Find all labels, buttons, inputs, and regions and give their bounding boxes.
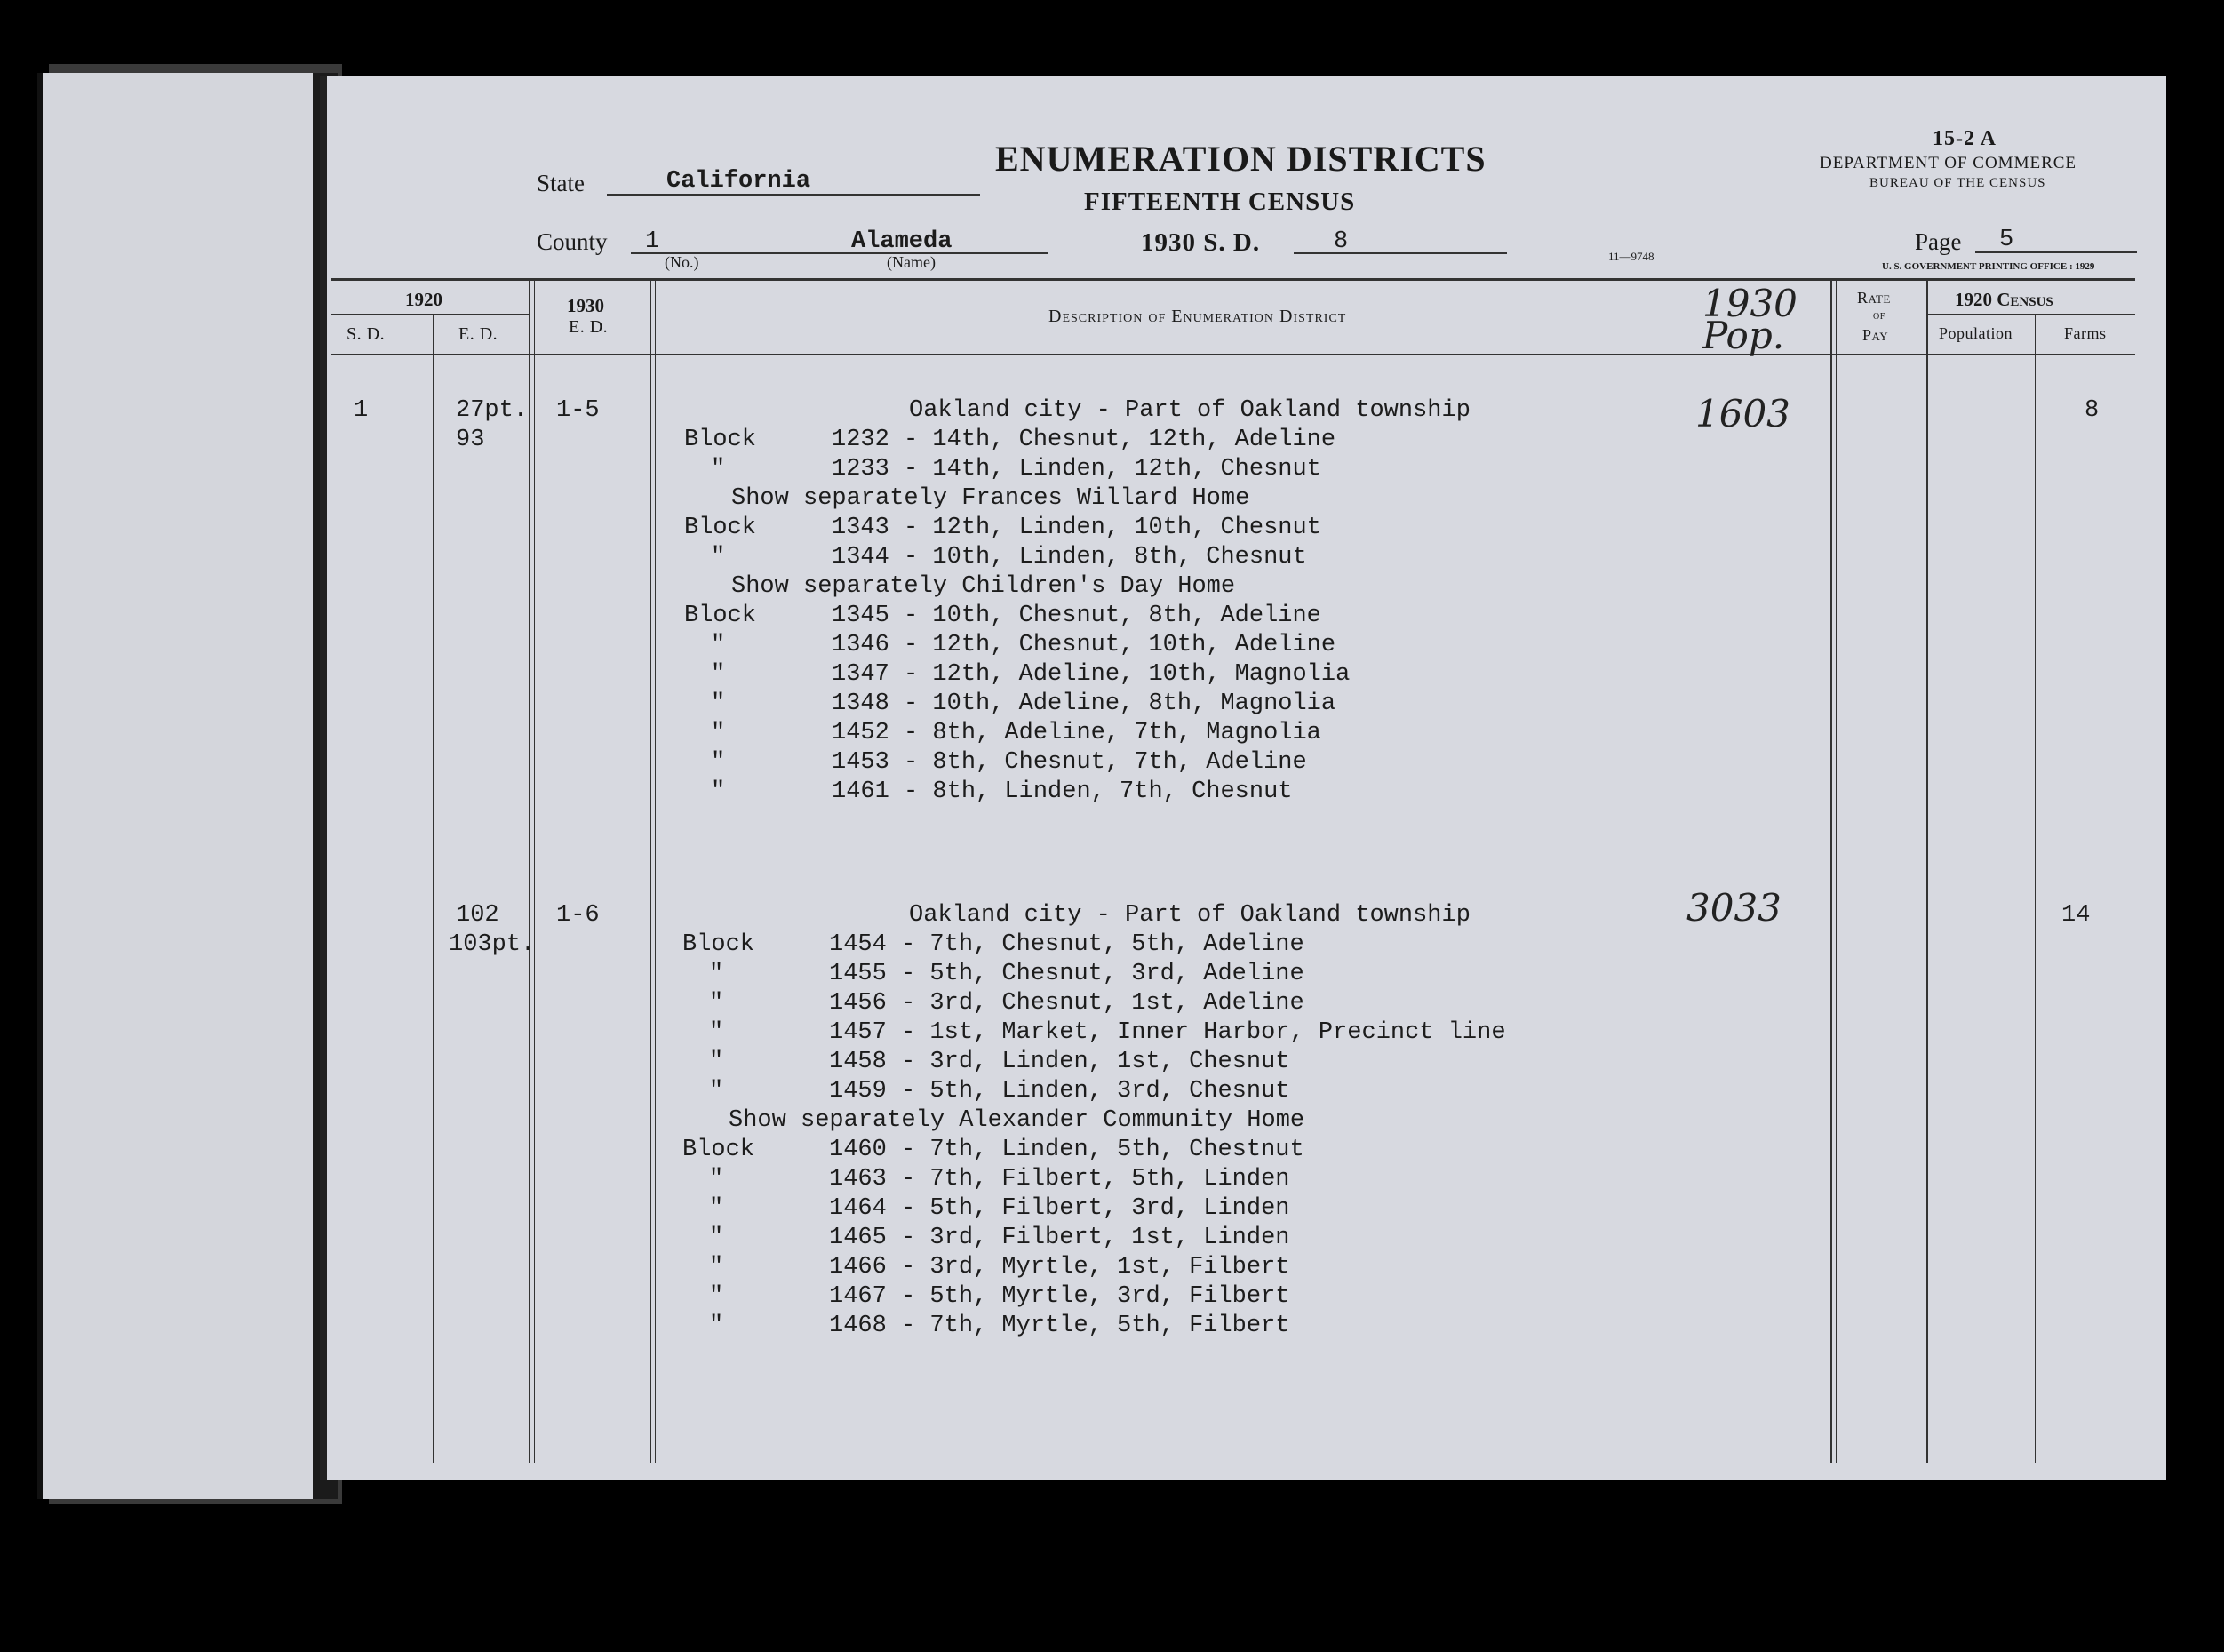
col-group-1920-census: 1920 Census — [1955, 289, 2053, 310]
county-number: 1 — [645, 228, 660, 255]
district-1-line-7: 1345 - 10th, Chesnut, 8th, Adeline — [832, 603, 1321, 629]
district-1-line-1: 1232 - 14th, Chesnut, 12th, Adeline — [832, 427, 1336, 453]
district-1-line-5: 1344 - 10th, Linden, 8th, Chesnut — [832, 544, 1307, 571]
county-name: Alameda — [851, 228, 953, 255]
col-divider-1930-double — [655, 278, 656, 1463]
county-name-caption: (Name) — [887, 253, 936, 271]
col-divider-population — [2035, 315, 2036, 1463]
census-1920-rule — [1926, 314, 2135, 315]
district-2-ed-line-1: 102 — [456, 902, 499, 929]
district-1-prefix-4: Block — [684, 515, 757, 541]
district-1-heading: Oakland city - Part of Oakland township — [909, 397, 1471, 424]
district-1-line-11: 1452 - 8th, Adeline, 7th, Magnolia — [832, 720, 1321, 746]
district-1-line-8: 1346 - 12th, Chesnut, 10th, Adeline — [832, 632, 1336, 658]
county-no-caption: (No.) — [665, 253, 699, 271]
district-1-line-3: Show separately Frances Willard Home — [731, 485, 1250, 512]
district-2-population: 3033 — [1686, 886, 1782, 930]
district-1-sd: 1 — [354, 397, 369, 424]
district-1-line-12: 1453 - 8th, Chesnut, 7th, Adeline — [832, 749, 1307, 776]
district-2-prefix-8: Block — [682, 1137, 755, 1163]
col-header-ed: E. D. — [458, 324, 498, 344]
printing-office-note: U. S. GOVERNMENT PRINTING OFFICE : 1929 — [1882, 261, 2095, 272]
district-1-prefix-2: " — [711, 456, 726, 483]
district-2-line-3: 1456 - 3rd, Chesnut, 1st, Adeline — [829, 990, 1304, 1017]
col-header-rate: Rate — [1857, 289, 1891, 307]
col-header-population: Population — [1939, 324, 2013, 342]
district-2-line-11: 1465 - 3rd, Filbert, 1st, Linden — [829, 1225, 1290, 1251]
district-2-line-12: 1466 - 3rd, Myrtle, 1st, Filbert — [829, 1254, 1290, 1281]
district-2-farms: 14 — [2061, 902, 2091, 929]
district-2-line-1: 1454 - 7th, Chesnut, 5th, Adeline — [829, 931, 1304, 958]
col-divider-1930 — [650, 278, 651, 1463]
district-2-prefix-3: " — [709, 990, 724, 1017]
col-divider-sd — [433, 315, 434, 1463]
col-header-1930: 1930 — [567, 295, 604, 316]
district-2-line-8: 1460 - 7th, Linden, 5th, Chestnut — [829, 1137, 1304, 1163]
district-2-prefix-11: " — [709, 1225, 724, 1251]
col-header-rate-pay: Pay — [1862, 326, 1889, 344]
district-2-prefix-1: Block — [682, 931, 755, 958]
district-2-prefix-10: " — [709, 1195, 724, 1222]
col-header-population-hand-2: Pop. — [1702, 314, 1785, 357]
district-1-prefix-5: " — [711, 544, 726, 571]
col-divider-description — [1830, 278, 1832, 1463]
district-2-line-10: 1464 - 5th, Filbert, 3rd, Linden — [829, 1195, 1290, 1222]
district-2-prefix-2: " — [709, 961, 724, 987]
district-1-prefix-13: " — [711, 778, 726, 805]
left-page-blank — [37, 73, 338, 1499]
county-label: County — [537, 228, 608, 255]
district-1-prefix-9: " — [711, 661, 726, 688]
sd-underline — [1294, 252, 1507, 254]
district-1-prefix-1: Block — [684, 427, 757, 453]
district-2-heading: Oakland city - Part of Oakland township — [909, 902, 1471, 929]
table-header-rule — [331, 354, 2135, 355]
district-1-prefix-12: " — [711, 749, 726, 776]
col-header-farms: Farms — [2064, 324, 2107, 342]
col-header-rate-of: of — [1873, 309, 1885, 323]
col-divider-description-double — [1836, 278, 1837, 1463]
document-title: ENUMERATION DISTRICTS — [995, 139, 1487, 179]
district-1-line-2: 1233 - 14th, Linden, 12th, Chesnut — [832, 456, 1321, 483]
district-1-farms: 8 — [2085, 397, 2100, 424]
district-1-line-13: 1461 - 8th, Linden, 7th, Chesnut — [832, 778, 1293, 805]
district-1-ed-line-1: 27pt. — [456, 397, 529, 424]
col-group-1920: 1920 — [405, 289, 442, 310]
district-2-line-9: 1463 - 7th, Filbert, 5th, Linden — [829, 1166, 1290, 1193]
sd-value: 8 — [1334, 228, 1349, 255]
district-2-line-6: 1459 - 5th, Linden, 3rd, Chesnut — [829, 1078, 1290, 1105]
district-1-prefix-11: " — [711, 720, 726, 746]
census-record-page — [320, 76, 2166, 1480]
district-2-line-14: 1468 - 7th, Myrtle, 5th, Filbert — [829, 1313, 1290, 1339]
col-divider-ed — [529, 278, 530, 1463]
district-1-population: 1603 — [1695, 392, 1790, 435]
district-1-line-9: 1347 - 12th, Adeline, 10th, Magnolia — [832, 661, 1351, 688]
table-top-rule — [331, 278, 2135, 281]
bureau-name: BUREAU OF THE CENSUS — [1869, 176, 2046, 190]
district-2-line-13: 1467 - 5th, Myrtle, 3rd, Filbert — [829, 1283, 1290, 1310]
page-value: 5 — [1999, 227, 2014, 253]
col-header-population-hand-1: 1930 — [1702, 282, 1798, 325]
document-subtitle: FIFTEENTH CENSUS — [1084, 188, 1356, 216]
district-2-prefix-12: " — [709, 1254, 724, 1281]
page-label: Page — [1915, 228, 1962, 255]
district-2-ed-line-2: 103pt. — [449, 931, 536, 958]
col-header-sd: S. D. — [347, 324, 386, 344]
col-divider-rate — [1926, 278, 1928, 1463]
group-1920-rule — [331, 314, 529, 315]
district-1-ed-line-2: 93 — [456, 427, 485, 453]
district-1-ed-1930: 1-5 — [556, 397, 600, 424]
col-header-description: Description of Enumeration District — [1048, 307, 1347, 326]
district-2-prefix-9: " — [709, 1166, 724, 1193]
district-2-prefix-4: " — [709, 1019, 724, 1046]
district-2-line-4: 1457 - 1st, Market, Inner Harbor, Precinct line — [829, 1019, 1506, 1046]
district-2-line-2: 1455 - 5th, Chesnut, 3rd, Adeline — [829, 961, 1304, 987]
district-2-prefix-13: " — [709, 1283, 724, 1310]
department-name: DEPARTMENT OF COMMERCE — [1820, 154, 2077, 172]
state-value: California — [666, 168, 811, 195]
district-2-line-5: 1458 - 3rd, Linden, 1st, Chesnut — [829, 1049, 1290, 1075]
district-1-line-6: Show separately Children's Day Home — [731, 573, 1236, 600]
district-1-prefix-10: " — [711, 690, 726, 717]
print-code: 11—9748 — [1608, 250, 1654, 263]
district-2-prefix-14: " — [709, 1313, 724, 1339]
col-divider-ed-double — [534, 278, 535, 1463]
district-2-line-7: Show separately Alexander Community Home — [729, 1107, 1305, 1134]
state-label: State — [537, 170, 585, 196]
district-1-line-4: 1343 - 12th, Linden, 10th, Chesnut — [832, 515, 1321, 541]
district-2-prefix-5: " — [709, 1049, 724, 1075]
sd-label: 1930 S. D. — [1141, 228, 1261, 257]
form-number: 15-2 A — [1933, 127, 1997, 150]
district-2-ed-1930: 1-6 — [556, 902, 600, 929]
district-1-prefix-7: Block — [684, 603, 757, 629]
district-1-line-10: 1348 - 10th, Adeline, 8th, Magnolia — [832, 690, 1336, 717]
col-header-1930-ed: E. D. — [569, 317, 609, 337]
district-1-prefix-8: " — [711, 632, 726, 658]
district-2-prefix-6: " — [709, 1078, 724, 1105]
